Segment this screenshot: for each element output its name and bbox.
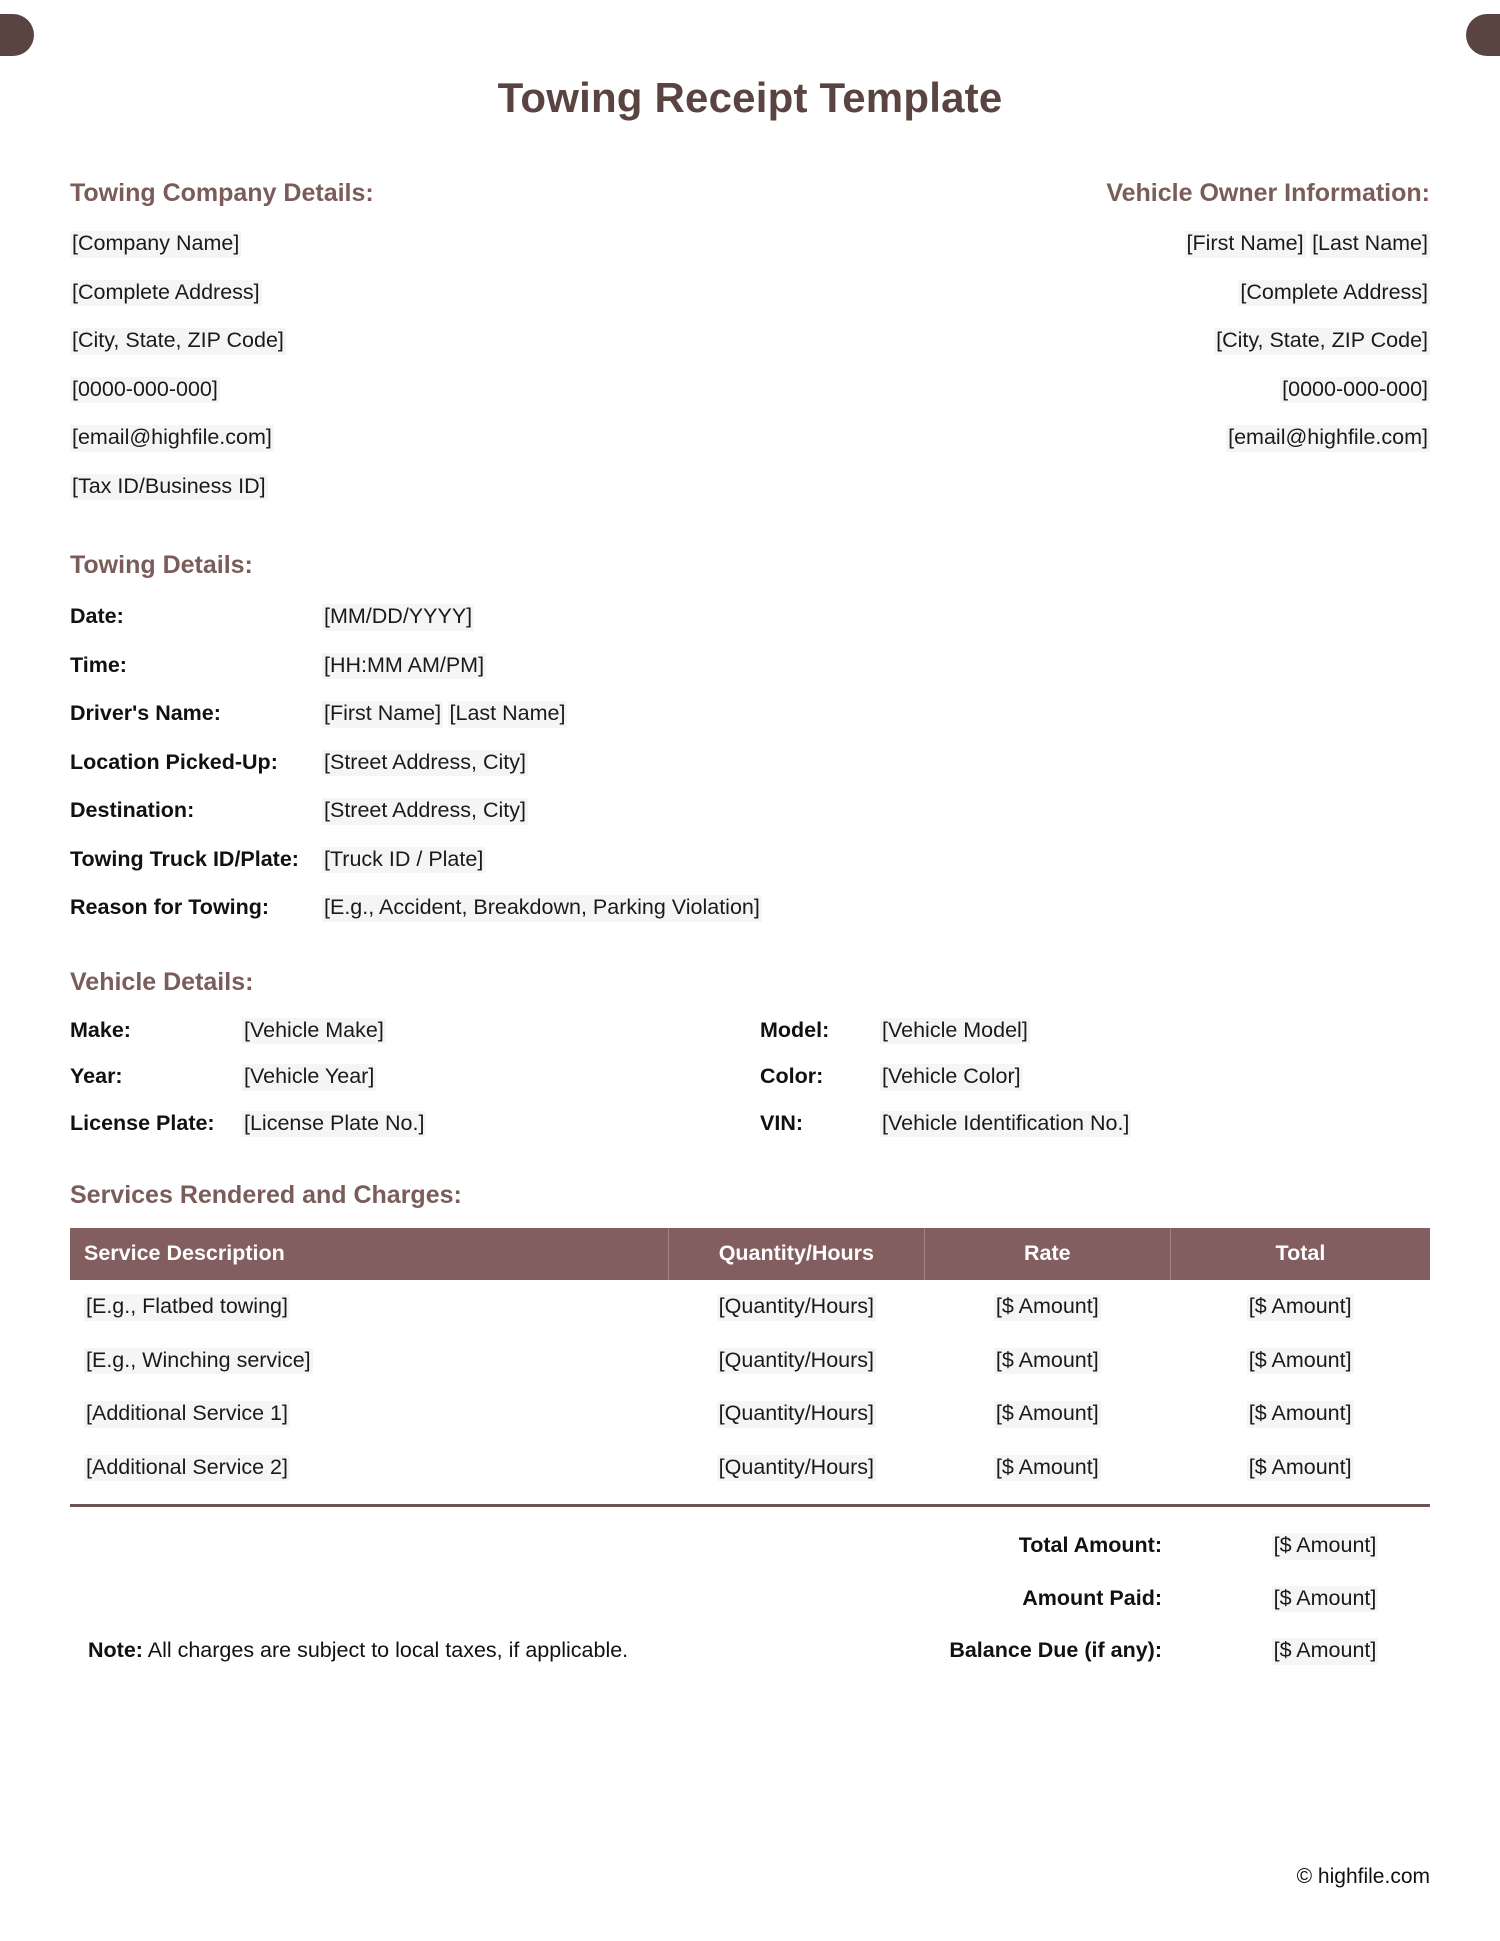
vehicle-license-plate-cell <box>70 1111 760 1138</box>
service-quantity-cell <box>668 1387 924 1441</box>
company-name-line <box>70 231 690 258</box>
location-picked-up-value-cell <box>322 750 1430 777</box>
note-prefix: Note: <box>88 1638 143 1662</box>
owner-email-line <box>810 425 1430 452</box>
service-total-cell <box>1170 1441 1430 1495</box>
service-total-value: [$ Amount] <box>1247 1455 1354 1482</box>
service-quantity-value: [Quantity/Hours] <box>717 1294 876 1321</box>
column-header-service-description: Service Description <box>70 1228 668 1280</box>
owner-address-line <box>810 280 1430 307</box>
owner-phone-value: [0000-000-000] <box>1280 377 1430 404</box>
service-rate-value: [$ Amount] <box>994 1401 1101 1428</box>
totals-row-total-amount <box>70 1533 1430 1560</box>
vehicle-row-plate-vin <box>70 1111 1430 1138</box>
note-text <box>70 1638 628 1662</box>
company-taxid-value: [Tax ID/Business ID] <box>70 474 268 501</box>
vehicle-details-section <box>70 968 1430 1138</box>
service-rate-value: [$ Amount] <box>994 1455 1101 1482</box>
owner-first-name-value: [First Name] <box>1185 231 1306 258</box>
destination-value-cell <box>322 798 1430 825</box>
towing-detail-row-reason <box>70 895 1430 922</box>
column-header-total: Total <box>1170 1228 1430 1280</box>
company-phone-line <box>70 377 690 404</box>
company-email-line <box>70 425 690 452</box>
service-total-cell <box>1170 1334 1430 1388</box>
owner-email-value: [email@highfile.com] <box>1226 425 1430 452</box>
service-quantity-cell <box>668 1280 924 1334</box>
truck-id-value: [Truck ID / Plate] <box>322 847 485 874</box>
amount-paid-value: [$ Amount] <box>1272 1586 1379 1613</box>
owner-city-value: [City, State, ZIP Code] <box>1214 328 1430 355</box>
company-heading: Towing Company Details: <box>70 179 374 207</box>
service-quantity-value: [Quantity/Hours] <box>717 1348 876 1375</box>
date-value-cell <box>322 604 1430 631</box>
service-quantity-value: [Quantity/Hours] <box>717 1455 876 1482</box>
vehicle-owner-information <box>810 179 1430 500</box>
company-name-value: [Company Name] <box>70 231 241 258</box>
owner-name-line <box>810 231 1430 258</box>
service-rate-cell <box>924 1441 1170 1495</box>
service-description-value: [Additional Service 2] <box>84 1455 290 1482</box>
service-rate-value: [$ Amount] <box>994 1294 1101 1321</box>
time-value: [HH:MM AM/PM] <box>322 653 486 680</box>
vin-value: [Vehicle Identification No.] <box>880 1111 1131 1138</box>
model-value: [Vehicle Model] <box>880 1018 1030 1045</box>
license-plate-label: License Plate: <box>70 1110 215 1135</box>
time-label: Time: <box>70 652 127 677</box>
service-description-cell <box>70 1280 668 1334</box>
services-table <box>70 1228 1430 1494</box>
service-quantity-cell <box>668 1441 924 1495</box>
totals-row-balance-due <box>70 1638 1430 1665</box>
service-rate-value: [$ Amount] <box>994 1348 1101 1375</box>
service-description-cell <box>70 1334 668 1388</box>
destination-label: Destination: <box>70 798 195 822</box>
owner-heading: Vehicle Owner Information: <box>1106 179 1430 207</box>
location-picked-up-value: [Street Address, City] <box>322 750 528 777</box>
towing-details-heading: Towing Details: <box>70 551 253 579</box>
services-table-body <box>70 1280 1430 1494</box>
time-value-cell <box>322 653 1430 680</box>
model-label: Model: <box>760 1017 830 1042</box>
vehicle-row-year-color <box>70 1064 1430 1091</box>
totals-section <box>70 1533 1430 1665</box>
vehicle-make-cell <box>70 1018 760 1045</box>
vin-label: VIN: <box>760 1110 803 1135</box>
table-row <box>70 1387 1430 1441</box>
year-label: Year: <box>70 1064 123 1088</box>
location-picked-up-label: Location Picked-Up: <box>70 749 278 774</box>
table-row <box>70 1441 1430 1495</box>
note-container <box>70 1638 920 1663</box>
truck-id-value-cell <box>322 847 1430 874</box>
driver-name-label: Driver's Name: <box>70 701 221 725</box>
make-label: Make: <box>70 1017 131 1042</box>
service-description-value: [E.g., Winching service] <box>84 1348 313 1375</box>
service-total-value: [$ Amount] <box>1247 1401 1354 1428</box>
service-description-value: [Additional Service 1] <box>84 1401 290 1428</box>
vehicle-row-make-model <box>70 1018 1430 1045</box>
towing-details-section <box>70 551 1430 922</box>
service-rate-cell <box>924 1387 1170 1441</box>
company-city-value: [City, State, ZIP Code] <box>70 328 286 355</box>
driver-first-name-value: [First Name] <box>322 701 443 728</box>
services-heading: Services Rendered and Charges: <box>70 1181 462 1209</box>
towing-detail-row-truck-id <box>70 847 1430 874</box>
company-taxid-line <box>70 474 690 501</box>
parties-section <box>70 179 1430 500</box>
owner-city-line <box>810 328 1430 355</box>
towing-detail-row-destination <box>70 798 1430 825</box>
destination-value: [Street Address, City] <box>322 798 528 825</box>
page-title: Towing Receipt Template <box>497 74 1003 121</box>
footer-copyright: © highfile.com <box>1296 1865 1430 1888</box>
vehicle-vin-cell <box>760 1111 1131 1138</box>
towing-detail-row-pickup <box>70 750 1430 777</box>
service-total-value: [$ Amount] <box>1247 1348 1354 1375</box>
owner-address-value: [Complete Address] <box>1238 280 1430 307</box>
column-header-rate: Rate <box>924 1228 1170 1280</box>
service-description-value: [E.g., Flatbed towing] <box>84 1294 290 1321</box>
vehicle-model-cell <box>760 1018 1030 1045</box>
company-address-line <box>70 280 690 307</box>
driver-name-value-cell <box>322 701 1430 728</box>
service-quantity-cell <box>668 1334 924 1388</box>
service-total-cell <box>1170 1387 1430 1441</box>
vehicle-color-cell <box>760 1064 1023 1091</box>
balance-due-value: [$ Amount] <box>1272 1638 1379 1665</box>
date-label: Date: <box>70 604 124 628</box>
towing-company-details <box>70 179 690 500</box>
date-value: [MM/DD/YYYY] <box>322 604 474 631</box>
service-rate-cell <box>924 1280 1170 1334</box>
truck-id-label: Towing Truck ID/Plate: <box>70 846 299 871</box>
service-total-value: [$ Amount] <box>1247 1294 1354 1321</box>
table-row <box>70 1280 1430 1334</box>
amount-paid-cell <box>1220 1586 1430 1613</box>
vehicle-year-cell <box>70 1064 760 1091</box>
total-amount-cell <box>1220 1533 1430 1560</box>
note-body: All charges are subject to local taxes, if applicable. <box>142 1638 629 1662</box>
service-description-cell <box>70 1441 668 1495</box>
table-row <box>70 1334 1430 1388</box>
year-value: [Vehicle Year] <box>242 1064 376 1091</box>
services-table-head <box>70 1228 1430 1280</box>
color-value: [Vehicle Color] <box>880 1064 1023 1091</box>
company-email-value: [email@highfile.com] <box>70 425 274 452</box>
column-header-quantity-hours: Quantity/Hours <box>668 1228 924 1280</box>
towing-detail-row-driver-name <box>70 701 1430 728</box>
driver-last-name-value: [Last Name] <box>448 701 568 728</box>
service-rate-cell <box>924 1334 1170 1388</box>
total-amount-label: Total Amount: <box>1018 1533 1162 1557</box>
services-section <box>70 1181 1430 1665</box>
company-city-line <box>70 328 690 355</box>
reason-for-towing-value-cell <box>322 895 1430 922</box>
service-quantity-value: [Quantity/Hours] <box>717 1401 876 1428</box>
balance-due-cell <box>1220 1638 1430 1665</box>
owner-phone-line <box>810 377 1430 404</box>
vehicle-details-heading: Vehicle Details: <box>70 967 254 996</box>
services-header-row <box>70 1228 1430 1280</box>
service-description-cell <box>70 1387 668 1441</box>
towing-detail-row-date <box>70 604 1430 631</box>
color-label: Color: <box>760 1064 824 1088</box>
company-address-value: [Complete Address] <box>70 280 262 307</box>
services-table-rule <box>70 1504 1430 1507</box>
license-plate-value: [License Plate No.] <box>242 1111 426 1138</box>
service-total-cell <box>1170 1280 1430 1334</box>
towing-detail-row-time <box>70 653 1430 680</box>
total-amount-value: [$ Amount] <box>1272 1533 1379 1560</box>
amount-paid-label: Amount Paid: <box>1022 1585 1162 1610</box>
owner-last-name-value: [Last Name] <box>1310 231 1430 258</box>
company-phone-value: [0000-000-000] <box>70 377 220 404</box>
balance-due-label: Balance Due (if any): <box>949 1638 1162 1662</box>
totals-row-amount-paid <box>70 1586 1430 1613</box>
reason-for-towing-label: Reason for Towing: <box>70 895 270 919</box>
make-value: [Vehicle Make] <box>242 1018 386 1045</box>
reason-for-towing-value: [E.g., Accident, Breakdown, Parking Violation] <box>322 895 762 922</box>
